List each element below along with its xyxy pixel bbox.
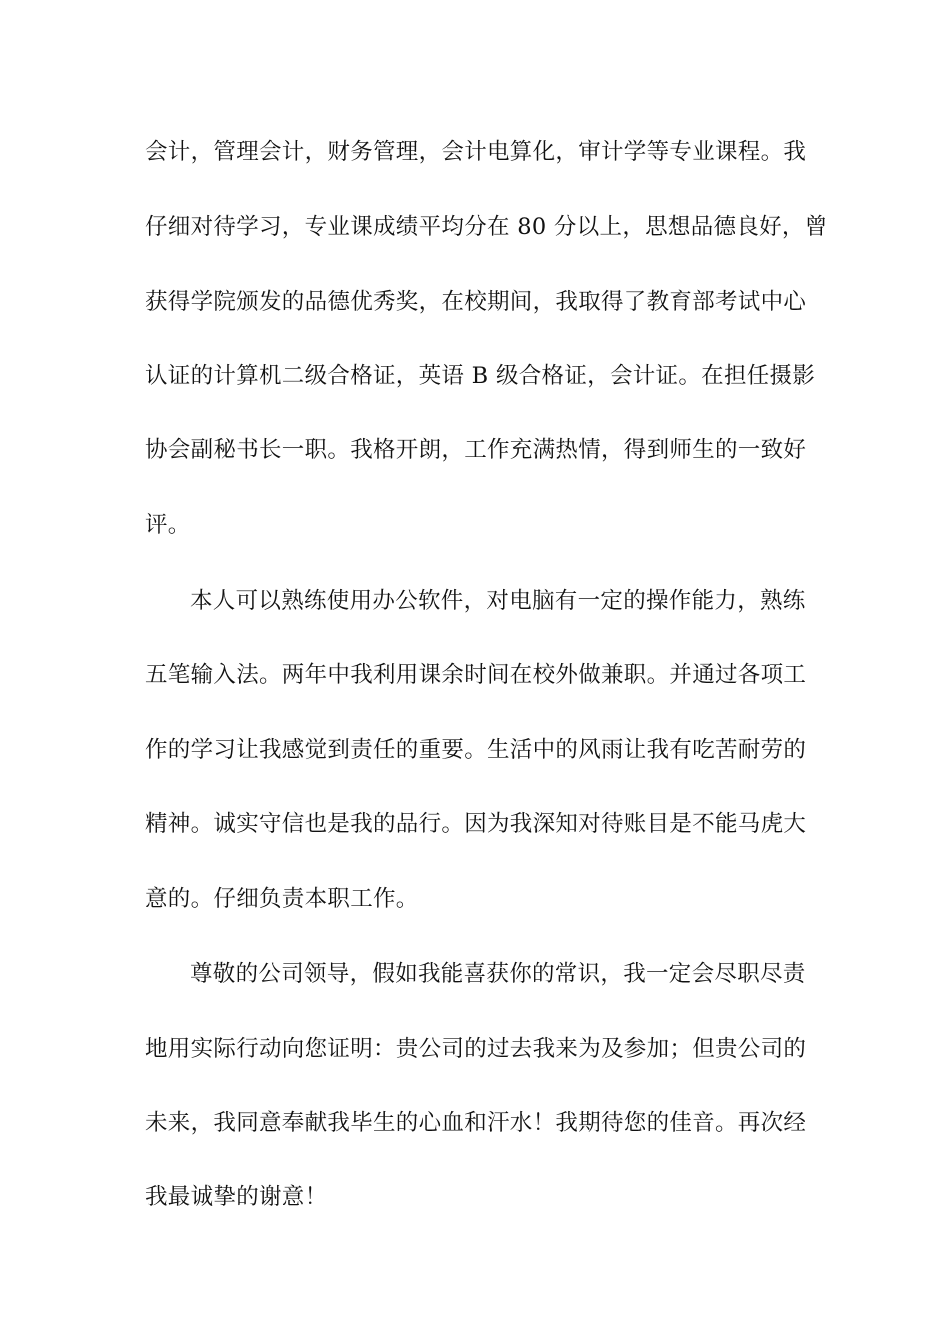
text-line: 评。 <box>145 512 191 538</box>
text-line: 作的学习让我感觉到责任的重要。生活中的风雨让我有吃苦耐劳的 <box>145 737 807 763</box>
text-line: 未来，我同意奉献我毕生的心血和汗水！我期待您的佳音。再次经 <box>145 1110 807 1136</box>
text-line: 地用实际行动向您证明：贵公司的过去我来为及参加；但贵公司的 <box>145 1036 807 1062</box>
text-line: 获得学院颁发的品德优秀奖，在校期间，我取得了教育部考试中心 <box>145 289 807 315</box>
paragraph-start-line: 尊敬的公司领导，假如我能喜获你的常识，我一定会尽职尽责 <box>190 961 806 987</box>
text-line: 仔细对待学习，专业课成绩平均分在 80 分以上，思想品德良好，曾 <box>145 214 828 240</box>
text-line: 协会副秘书长一职。我格开朗，工作充满热情，得到师生的一致好 <box>145 437 807 463</box>
text-line: 认证的计算机二级合格证，英语 B 级合格证，会计证。在担任摄影 <box>145 363 816 389</box>
text-line: 精神。诚实守信也是我的品行。因为我深知对待账目是不能马虎大 <box>145 811 807 837</box>
text-line: 会计，管理会计，财务管理，会计电算化，审计学等专业课程。我 <box>145 139 807 165</box>
paragraph-start-line: 本人可以熟练使用办公软件，对电脑有一定的操作能力，熟练 <box>190 588 806 614</box>
text-line: 我最诚挚的谢意！ <box>145 1184 328 1210</box>
text-line: 五笔输入法。两年中我利用课余时间在校外做兼职。并通过各项工 <box>145 662 807 688</box>
text-line: 意的。仔细负责本职工作。 <box>145 886 419 912</box>
